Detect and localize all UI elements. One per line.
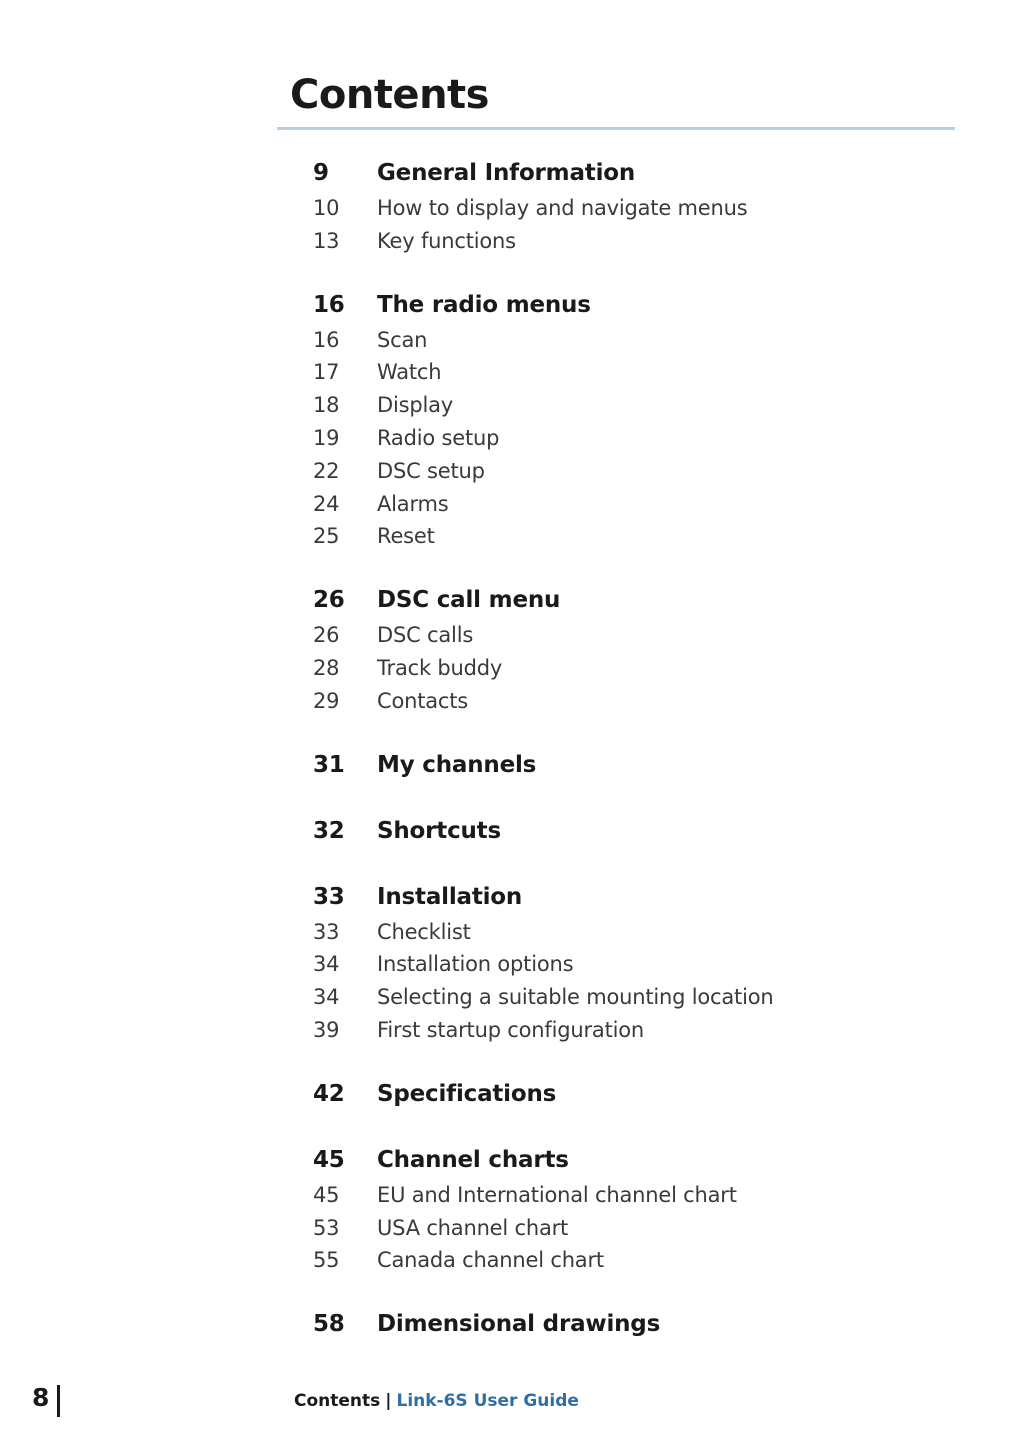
toc-entry-title: Canada channel chart bbox=[377, 1248, 604, 1273]
footer-separator: | bbox=[385, 1391, 392, 1411]
toc-entry[interactable] bbox=[313, 952, 953, 985]
toc-entry-title: Display bbox=[377, 393, 454, 418]
toc-heading[interactable] bbox=[313, 587, 953, 623]
toc-heading-title: General Information bbox=[377, 160, 636, 186]
toc-heading-title: DSC call menu bbox=[377, 587, 561, 614]
page-number-bar bbox=[57, 1385, 60, 1417]
toc-entry-page: 34 bbox=[313, 952, 340, 977]
toc-heading-page: 45 bbox=[313, 1146, 345, 1173]
toc-entry-title: DSC calls bbox=[377, 623, 474, 648]
page-footer bbox=[294, 1391, 579, 1411]
toc-entry-title: USA channel chart bbox=[377, 1215, 569, 1240]
toc-heading[interactable] bbox=[313, 752, 953, 788]
toc-heading[interactable] bbox=[313, 884, 953, 920]
toc-heading-title: Installation bbox=[377, 883, 523, 910]
footer-section: Contents bbox=[294, 1391, 381, 1411]
toc-entry[interactable] bbox=[313, 689, 953, 722]
toc-entry-page: 39 bbox=[313, 1017, 340, 1042]
toc-entry-page: 28 bbox=[313, 655, 340, 680]
toc-entry-page: 13 bbox=[313, 228, 340, 253]
toc-entry-title: EU and International channel chart bbox=[377, 1182, 737, 1207]
toc-entry[interactable] bbox=[313, 1018, 953, 1051]
toc-entry-title: Selecting a suitable mounting location bbox=[377, 985, 774, 1010]
toc-entry-title: Contacts bbox=[377, 688, 469, 713]
toc-section bbox=[313, 1081, 953, 1117]
toc-entry-page: 24 bbox=[313, 491, 340, 516]
page-title: Contents bbox=[290, 72, 489, 118]
toc-entry-page: 26 bbox=[313, 623, 340, 648]
toc-heading[interactable] bbox=[313, 292, 953, 328]
toc-heading-page: 58 bbox=[313, 1311, 345, 1338]
toc-entry-page: 19 bbox=[313, 425, 340, 450]
title-divider bbox=[277, 127, 955, 130]
toc-entry-page: 17 bbox=[313, 360, 340, 385]
toc-heading-title: The radio menus bbox=[377, 291, 591, 318]
toc-entry-title: Checklist bbox=[377, 919, 471, 944]
toc-heading[interactable] bbox=[313, 818, 953, 854]
toc-section bbox=[313, 160, 953, 262]
toc-entry[interactable] bbox=[313, 426, 953, 459]
toc-entry[interactable] bbox=[313, 459, 953, 492]
toc-entry-title: Reset bbox=[377, 524, 435, 549]
toc-entry[interactable] bbox=[313, 1216, 953, 1249]
toc-entry[interactable] bbox=[313, 985, 953, 1018]
toc-section bbox=[313, 292, 953, 558]
toc-entry[interactable] bbox=[313, 1183, 953, 1216]
toc-heading-page: 16 bbox=[313, 291, 345, 318]
toc-section bbox=[313, 587, 953, 721]
toc-heading-page: 33 bbox=[313, 883, 345, 910]
table-of-contents bbox=[313, 160, 953, 1377]
toc-entry-page: 10 bbox=[313, 196, 340, 220]
toc-entry-title: Scan bbox=[377, 327, 428, 352]
toc-entry-title: Key functions bbox=[377, 228, 516, 253]
toc-heading-title: Channel charts bbox=[377, 1146, 569, 1173]
toc-section bbox=[313, 1147, 953, 1281]
toc-entry-page: 18 bbox=[313, 393, 340, 418]
toc-entry-title: First startup configuration bbox=[377, 1017, 644, 1042]
toc-section bbox=[313, 884, 953, 1051]
toc-entry-title: Installation options bbox=[377, 952, 574, 977]
toc-entry-page: 34 bbox=[313, 985, 340, 1010]
toc-entry[interactable] bbox=[313, 229, 953, 262]
toc-heading-page: 42 bbox=[313, 1080, 345, 1107]
toc-entry-page: 33 bbox=[313, 919, 340, 944]
toc-entry[interactable] bbox=[313, 656, 953, 689]
toc-entry-page: 55 bbox=[313, 1248, 340, 1273]
toc-entry-page: 22 bbox=[313, 458, 340, 483]
toc-heading[interactable] bbox=[313, 1147, 953, 1183]
toc-section bbox=[313, 818, 953, 854]
toc-section bbox=[313, 1311, 953, 1347]
toc-entry-title: How to display and navigate menus bbox=[377, 196, 748, 220]
toc-entry[interactable] bbox=[313, 360, 953, 393]
toc-entry[interactable] bbox=[313, 393, 953, 426]
toc-heading[interactable] bbox=[313, 160, 953, 196]
page-number: 8 bbox=[32, 1383, 50, 1412]
toc-entry[interactable] bbox=[313, 492, 953, 525]
toc-heading-page: 26 bbox=[313, 587, 345, 614]
toc-entry-page: 25 bbox=[313, 524, 340, 549]
toc-entry-page: 16 bbox=[313, 327, 340, 352]
toc-entry-title: Radio setup bbox=[377, 425, 500, 450]
toc-heading-title: Shortcuts bbox=[377, 817, 501, 844]
toc-entry[interactable] bbox=[313, 623, 953, 656]
toc-entry-title: Watch bbox=[377, 360, 442, 385]
toc-heading-page: 32 bbox=[313, 817, 345, 844]
toc-entry[interactable] bbox=[313, 1248, 953, 1281]
toc-entry-title: Alarms bbox=[377, 491, 449, 516]
toc-entry-page: 53 bbox=[313, 1215, 340, 1240]
toc-heading-title: Dimensional drawings bbox=[377, 1311, 661, 1338]
toc-entry-title: DSC setup bbox=[377, 458, 485, 483]
toc-heading-page: 31 bbox=[313, 751, 345, 778]
toc-section bbox=[313, 752, 953, 788]
toc-entry-page: 29 bbox=[313, 688, 340, 713]
toc-heading-page: 9 bbox=[313, 160, 329, 186]
footer-guide-title: Link-6S User Guide bbox=[396, 1391, 579, 1411]
toc-entry[interactable] bbox=[313, 920, 953, 953]
toc-entry[interactable] bbox=[313, 524, 953, 557]
toc-heading[interactable] bbox=[313, 1311, 953, 1347]
toc-entry-title: Track buddy bbox=[377, 655, 503, 680]
toc-entry-page: 45 bbox=[313, 1182, 340, 1207]
toc-entry[interactable] bbox=[313, 196, 953, 229]
toc-heading[interactable] bbox=[313, 1081, 953, 1117]
toc-heading-title: My channels bbox=[377, 751, 537, 778]
toc-entry[interactable] bbox=[313, 328, 953, 361]
toc-heading-title: Specifications bbox=[377, 1080, 557, 1107]
